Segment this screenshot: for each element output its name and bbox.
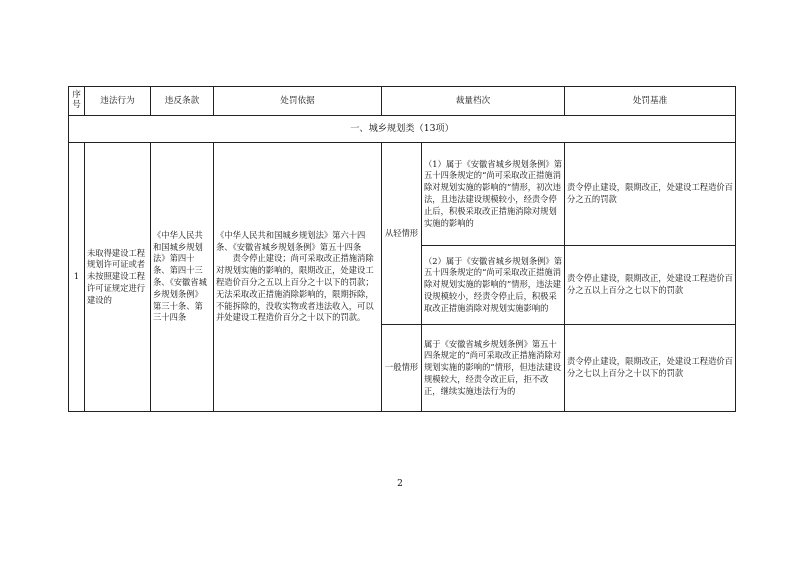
penalty-standard: 责令停止建设，限期改正，处建设工程造价百分之七以上百分之十以下的罚款 bbox=[565, 325, 736, 412]
level-detail: （2）属于《安徽省城乡规划条例》第五十四条规定的“尚可采取改正措施消除对规划实施的影响的”情形，违法建设规模较小，经责令停止后，积极采取改正措施消除对规划实施影响的 bbox=[422, 246, 565, 325]
header-basis: 处罚依据 bbox=[214, 87, 382, 116]
section-title: 一、城乡规划类（13项） bbox=[69, 116, 736, 143]
level-lenient: 从轻情形 bbox=[382, 143, 422, 325]
basis-penalty-text: 责令停止建设；尚可采取改正措施消除对规划实施的影响的，限期改正，处建设工程造价百分之五以上百分之十以下的罚款；无法采取改正措施消除影响的，限期拆除，不能拆除的，没收实物或者违法收入，可以并处建设工程造价百分之十以下的罚款。 bbox=[216, 253, 374, 323]
level-detail: 属于《安徽省城乡规划条例》第五十四条规定的“尚可采取改正措施消除对规划实施的影响的”情形，但违法建设规模较大，经责令改正后，拒不改正，继续实施违法行为的 bbox=[422, 325, 565, 412]
header-article: 违反条款 bbox=[151, 87, 214, 116]
row-article: 《中华人民共和国城乡规划法》第四十条、第四十三条、《安徽省城乡规划条例》第三十条、第三十四条 bbox=[151, 143, 214, 412]
table-row bbox=[69, 143, 736, 246]
header-seq: 序号 bbox=[69, 87, 85, 116]
row-seq: 1 bbox=[69, 143, 85, 412]
row-basis bbox=[214, 143, 382, 412]
table-header-row bbox=[69, 87, 736, 116]
header-level: 裁量档次 bbox=[382, 87, 565, 116]
penalty-standard: 责令停止建设，限期改正，处建设工程造价百分之五以上百分之七以下的罚款 bbox=[565, 246, 736, 325]
level-general: 一般情形 bbox=[382, 325, 422, 412]
section-row bbox=[69, 116, 736, 143]
basis-law-reference: 《中华人民共和国城乡规划法》第六十四条、《安徽省城乡规划条例》第五十四条 bbox=[216, 229, 366, 252]
header-act: 违法行为 bbox=[85, 87, 151, 116]
level-detail: （1）属于《安徽省城乡规划条例》第五十四条规定的“尚可采取改正措施消除对规划实施的影响的”情形，初次违法，且违法建设规模较小，经责令停止后，积极采取改正措施消除对规划实施的影响的 bbox=[422, 143, 565, 246]
penalty-standard-table bbox=[68, 86, 736, 412]
header-standard: 处罚基准 bbox=[565, 87, 736, 116]
page-number: 2 bbox=[397, 479, 403, 489]
row-act: 未取得建设工程规划许可证或者未按照建设工程许可证规定进行建设的 bbox=[85, 143, 151, 412]
penalty-standard: 责令停止建设，限期改正，处建设工程造价百分之五的罚款 bbox=[565, 143, 736, 246]
